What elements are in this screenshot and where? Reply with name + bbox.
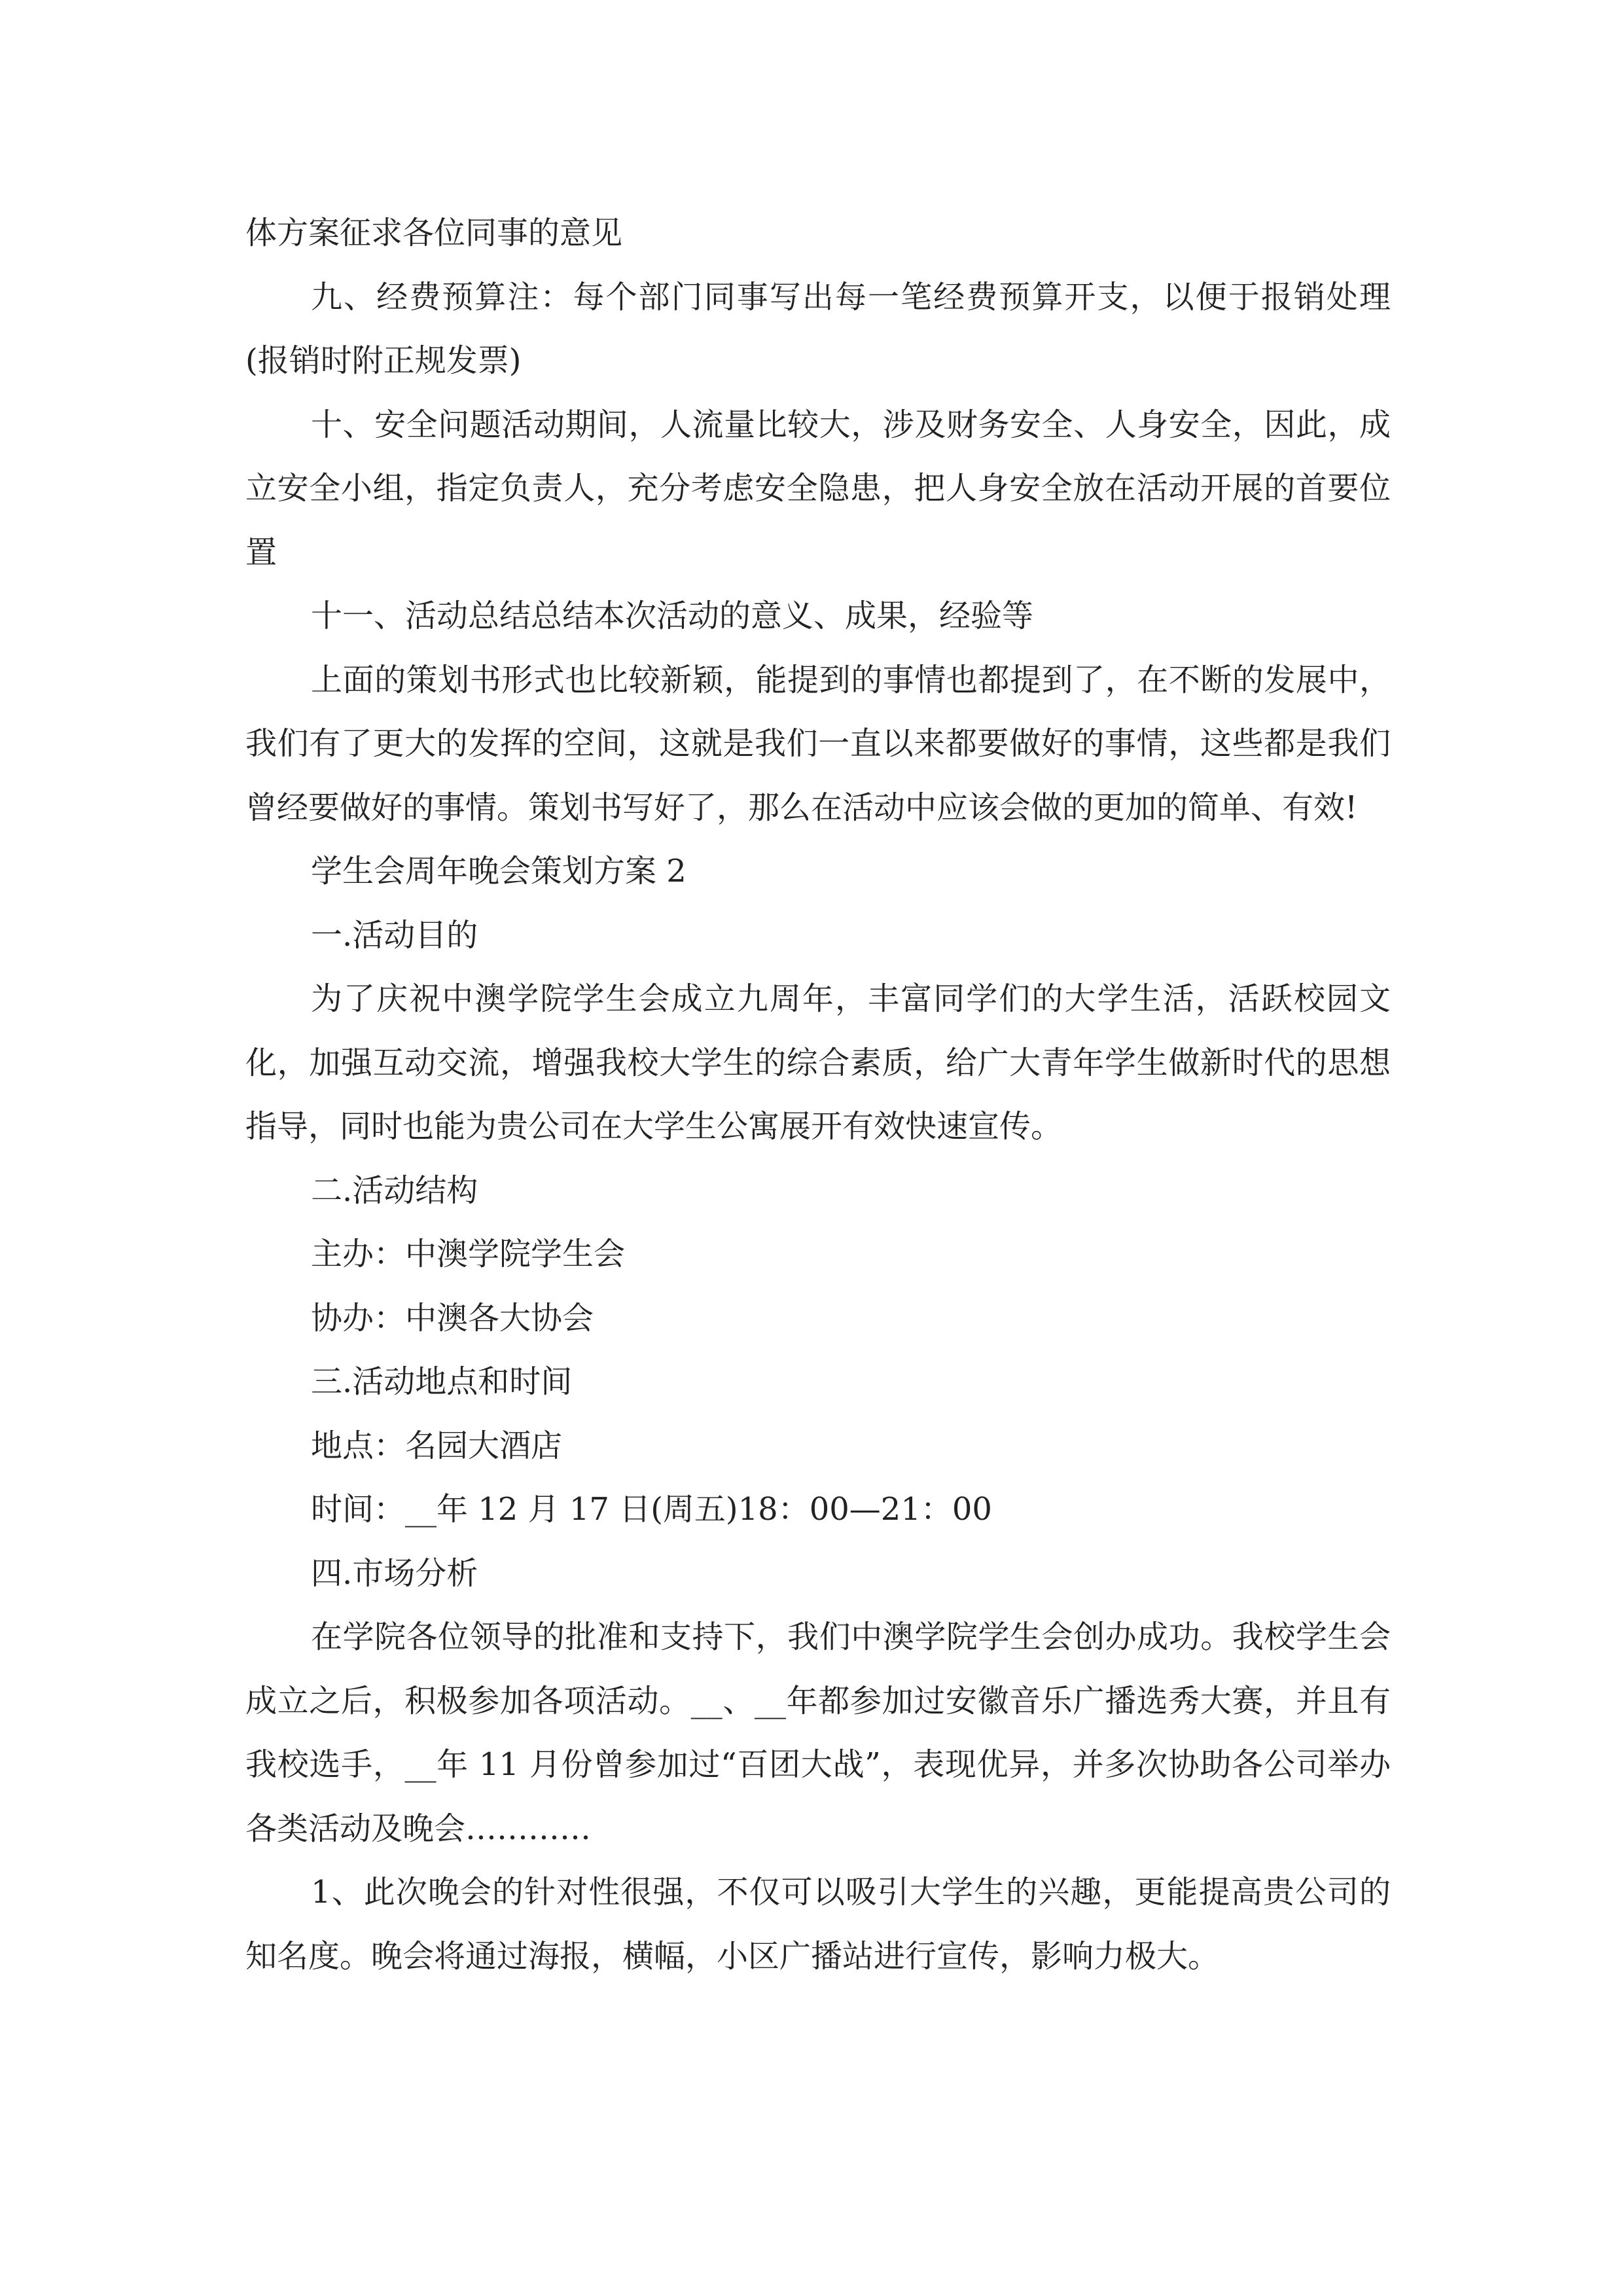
paragraph: 上面的策划书形式也比较新颖，能提到的事情也都提到了，在不断的发展中，我们有了更大的发挥的空间，这就是我们一直以来都要做好的事情，这些都是我们曾经要做好的事情。策划书写好了，那么在活动中应该会做的更加的简单、有效! xyxy=(245,661,1391,826)
section-heading: 四.市场分析 xyxy=(311,1554,478,1592)
paragraph: 地点：名园大酒店 xyxy=(311,1427,563,1464)
paragraph: 九、经费预算注：每个部门同事写出每一笔经费预算开支，以便于报销处理(报销时附正规发票) xyxy=(245,278,1391,379)
paragraph: 十、安全问题活动期间，人流量比较大，涉及财务安全、人身安全，因此，成立安全小组，指定负责人，充分考虑安全隐患，把人身安全放在活动开展的首要位置 xyxy=(245,406,1391,571)
document-body xyxy=(245,202,1391,1988)
paragraph: 协办：中澳各大协会 xyxy=(311,1299,594,1336)
paragraph: 为了庆祝中澳学院学生会成立九周年，丰富同学们的大学生活，活跃校园文化，加强互动交流，增强我校大学生的综合素质，给广大青年学生做新时代的思想指导，同时也能为贵公司在大学生公寓展开有效快速宣传。 xyxy=(245,980,1391,1145)
section-heading: 学生会周年晚会策划方案 2 xyxy=(311,853,687,889)
section-heading: 三.活动地点和时间 xyxy=(311,1363,573,1400)
section-heading: 一.活动目的 xyxy=(311,916,478,954)
paragraph: 时间：__年 12 月 17 日(周五)18：00—21：00 xyxy=(311,1491,992,1528)
section-heading: 二.活动结构 xyxy=(311,1172,478,1209)
paragraph: 1、此次晚会的针对性很强，不仅可以吸引大学生的兴趣，更能提高贵公司的知名度。晚会将通过海报，横幅，小区广播站进行宣传，影响力极大。 xyxy=(245,1874,1391,1975)
paragraph: 体方案征求各位同事的意见 xyxy=(245,215,623,251)
paragraph: 在学院各位领导的批准和支持下，我们中澳学院学生会创办成功。我校学生会成立之后，积极参加各项活动。__、__年都参加过安徽音乐广播选秀大赛，并且有我校选手，__年 11 月份曾参加过“百团大战”，表现优异，并多次协助各公司举办各类活动及晚会………… xyxy=(245,1619,1391,1847)
paragraph: 主办：中澳学院学生会 xyxy=(311,1236,626,1272)
paragraph: 十一、活动总结总结本次活动的意义、成果，经验等 xyxy=(311,598,1034,634)
